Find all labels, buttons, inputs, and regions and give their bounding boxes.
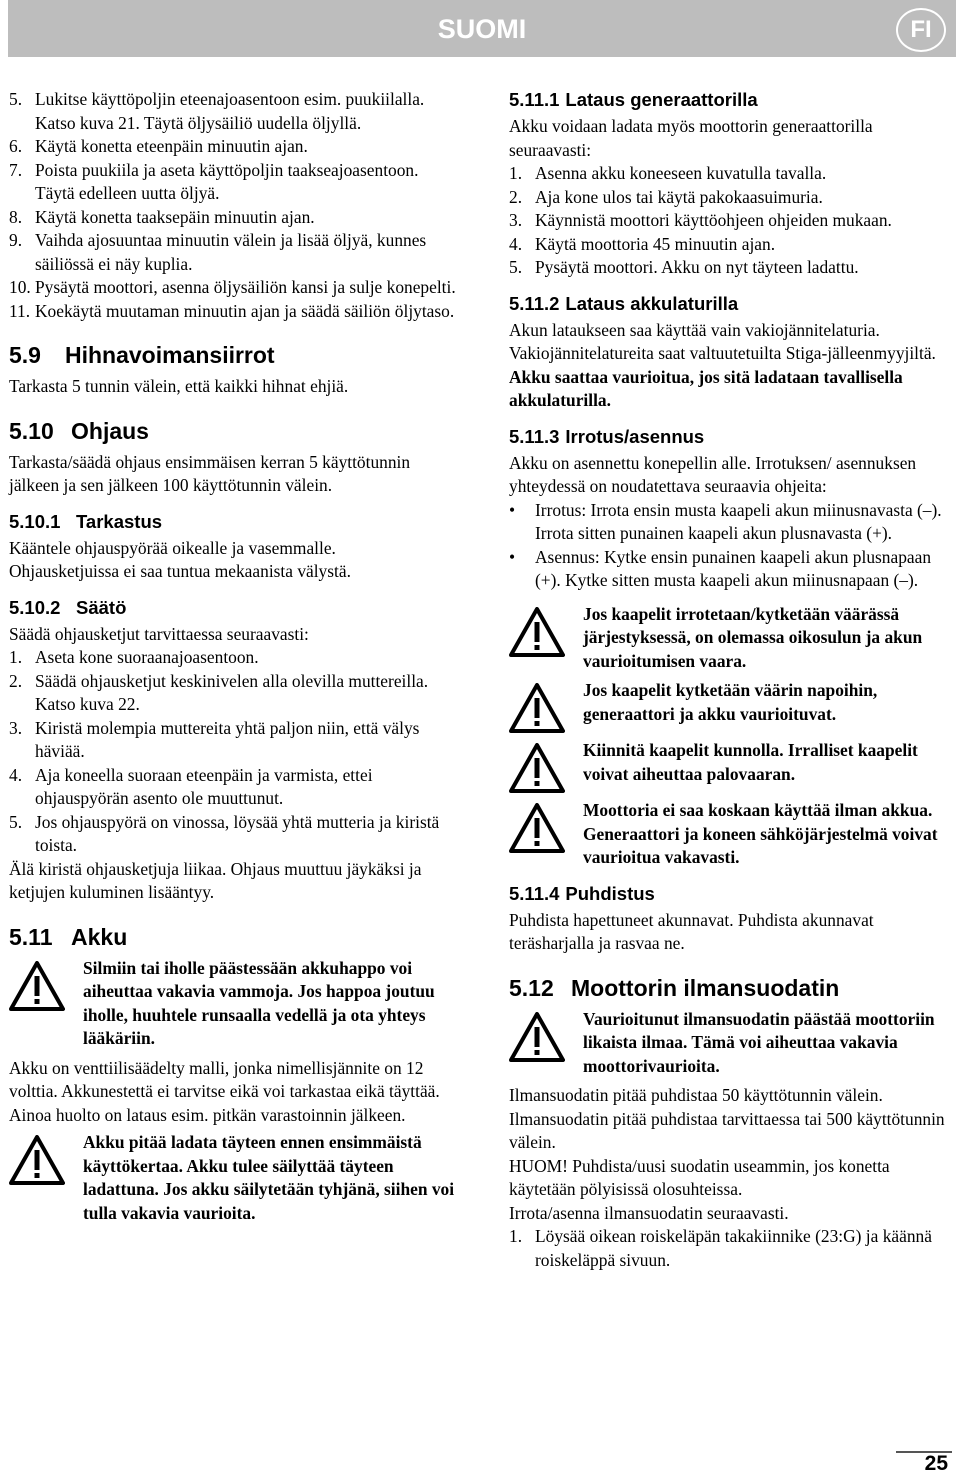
step-item: 3. Käynnistä moottori käyttöohjeen ohjeiden mukaan. [509, 210, 892, 230]
step-item: 1. Asenna akku koneeseen kuvatulla tavalla. [509, 163, 827, 183]
steering-adjust-steps [9, 646, 456, 858]
paragraph: Akku on asennettu konepellin alle. Irrotuksen/ asennuksen yhteydessä on noudatettava seuraavia ohjeita: [509, 452, 917, 496]
step-item: 6. Käytä konetta eteenpäin minuutin ajan. [9, 136, 308, 156]
paragraph: Kääntele ohjauspyörää oikealle ja vasemmalle. [9, 537, 336, 558]
step-item: 5. Pysäytä moottori. Akku on nyt täyteen ladattu. [509, 257, 859, 277]
bold-notice: Akku saattaa vaurioitua, jos sitä ladataan tavallisella akkulaturilla. [509, 366, 903, 410]
step-item: 11. Koekäytä muutaman minuutin ajan ja säädä säiliön öljytaso. [9, 300, 455, 321]
section-heading-5-12: 5.12 Moottorin ilmansuodatin [509, 974, 840, 1001]
warning-block [9, 957, 456, 1051]
warning-block [9, 1131, 456, 1225]
section-heading-5-11-1: 5.11.1 Lataus generaattorilla [509, 89, 758, 110]
paragraph: Akku on venttiilisäädelty malli, jonka nimellisjännite on 12 volttia. Akkunestettä ei tarvitse eikä voi tarkastaa eikä täyttää. Ainoa huolto on lataus esim. pitkän varastoinnin jälkeen. [9, 1057, 440, 1125]
paragraph: Puhdista hapettuneet akunnavat. Puhdista akunnavat teräsharjalla ja rasvaa ne. [509, 909, 874, 953]
generator-charge-steps [509, 162, 956, 280]
warning-triangle-icon [9, 1131, 83, 1225]
step-item: 4. Käytä moottoria 45 minuutin ajan. [509, 233, 776, 254]
oil-fill-steps [9, 88, 456, 323]
step-item: 5. Jos ohjauspyörä on vinossa, löysää yhtä mutteria ja kiristä toista. [9, 811, 440, 855]
warning-triangle-icon [509, 799, 583, 870]
paragraph: Ohjausketjuissa ei saa tuntua mekaanista välystä. [9, 561, 351, 581]
warning-block [509, 679, 956, 733]
paragraph: Irrota/asenna ilmansuodatin seuraavasti. [509, 1202, 789, 1223]
warning-block [509, 1008, 956, 1079]
paragraph: Ilmansuodatin pitää puhdistaa 50 käyttötunnin välein. Ilmansuodatin pitää puhdistaa tarvittaessa tai 500 käyttötunnin välein. [509, 1085, 945, 1152]
warning-text: Jos kaapelit irrotetaan/kytketään väärässä järjestyksessä, on olemassa oikosulun ja akun vaurioitumisen vaara. [583, 603, 923, 671]
section-heading-5-10-2: 5.10.2 Säätö [9, 596, 127, 618]
language-badge: FI [896, 8, 946, 52]
paragraph: Säädä ohjausketjut tarvittaessa seuraavasti: [9, 623, 309, 644]
warning-triangle-icon [509, 739, 583, 793]
paragraph: Akun lataukseen saa käyttää vain vakiojännitelaturia. [509, 319, 880, 340]
step-item: 2. Säädä ohjausketjut keskinivelen alla olevilla muttereilla. Katso kuva 22. [9, 670, 429, 714]
warning-triangle-icon [509, 679, 583, 733]
warning-triangle-icon [509, 1008, 583, 1079]
step-item: 1. Löysää oikean roiskeläpän takakiinnike (23:G) ja käännä roiskeläppä sivuun. [509, 1226, 932, 1270]
left-column [9, 88, 456, 1231]
section-heading-5-9: 5.9 Hihnavoimansiirrot [9, 342, 275, 368]
step-item: 7. Poista puukiila ja aseta käyttöpoljin taakseajoasentoon. Täytä edelleen uutta öljyä. [9, 159, 419, 203]
language-title: SUOMI [437, 14, 527, 44]
step-item: 4. Aja koneella suoraan eteenpäin ja varmista, ettei ohjauspyörän asento ole muuttunut. [9, 764, 373, 808]
step-item: 5. Lukitse käyttöpoljin eteenajoasentoon esim. puukiilalla. Katso kuva 21. Täytä öljysäiliö uudella öljyllä. [9, 89, 425, 133]
step-item: 2. Aja kone ulos tai käytä pakokaasuimuria. [509, 186, 823, 207]
section-heading-5-11-3: 5.11.3 Irrotus/asennus [509, 425, 705, 447]
right-column [509, 88, 956, 1272]
paragraph: Tarkasta 5 tunnin välein, että kaikki hihnat ehjiä. [9, 376, 349, 396]
page-header [8, 0, 956, 57]
step-item: 9. Vaihda ajosuuntaa minuutin välein ja lisää öljyä, kunnes säiliössä ei näy kuplia. [9, 230, 427, 274]
warning-text: Jos kaapelit kytketään väärin napoihin, generaattori ja akku vaurioituvat. [583, 680, 878, 724]
warning-text: Akku pitää ladata täyteen ennen ensimmäistä käyttökertaa. Akku tulee säilyttää täyteen ladattuna. Jos akku säilytetään tyhjänä, siihen voi tulla vakavia vaurioita. [83, 1132, 455, 1223]
warning-text: Silmiin tai iholle päästessään akkuhappo voi aiheuttaa vakavia vammoja. Jos happoa joutuu iholle, huuhtele runsaalla vedellä ja ota yhteys lääkäriin. [83, 957, 435, 1048]
step-item: 3. Kiristä molempia muttereita yhtä paljon niin, että välys häviää. [9, 717, 420, 761]
section-heading-5-10: 5.10 Ohjaus [9, 417, 149, 444]
page-number: 25 [924, 1452, 948, 1475]
bullet-item: • Irrotus: Irrota ensin musta kaapeli akun miinusnavasta (–). Irrota sitten punainen kaapeli akun plusnavasta (+). [509, 499, 942, 543]
step-item: 10. Pysäytä moottori, asenna öljysäiliön kansi ja sulje konepelti. [9, 277, 456, 297]
warning-block [509, 799, 956, 870]
warning-text: Moottoria ei saa koskaan käyttää ilman akkua. Generaattori ja koneen sähköjärjestelmä voivat vaurioitua vakavasti. [583, 800, 938, 867]
section-heading-5-11-4: 5.11.4 Puhdistus [509, 882, 655, 904]
warning-triangle-icon [509, 603, 583, 674]
step-item: 8. Käytä konetta taaksepäin minuutin ajan. [9, 206, 315, 227]
section-heading-5-11: 5.11 Akku [9, 923, 128, 950]
warning-triangle-icon [9, 957, 83, 1051]
paragraph: Akku voidaan ladata myös moottorin generaattorilla seuraavasti: [509, 116, 873, 160]
paragraph: Älä kiristä ohjausketjuja liikaa. Ohjaus muuttuu jäykäksi ja ketjujen kuluminen lisääntyy. [9, 858, 422, 902]
paragraph: HUOM! Puhdista/uusi suodatin useammin, jos konetta käytetään pölyisissä olosuhteissa. [509, 1155, 890, 1199]
paragraph: Vakiojännitelatureita saat valtuutetuilta Stiga-jälleenmyyjiltä. [509, 343, 936, 363]
section-heading-5-10-1: 5.10.1 Tarkastus [9, 510, 163, 532]
warning-block [509, 739, 956, 793]
bullet-item: • Asennus: Kytke ensin punainen kaapeli akun plusnapaan (+). Kytke sitten musta kaapeli akun miinusnapaan (–). [509, 546, 932, 590]
warning-text: Kiinnitä kaapelit kunnolla. Irralliset kaapelit voivat aiheuttaa palovaaran. [583, 740, 918, 784]
step-item: 1. Aseta kone suoraanajoasentoon. [9, 647, 259, 667]
paragraph: Tarkasta/säädä ohjaus ensimmäisen kerran 5 käyttötunnin jälkeen ja sen jälkeen 100 käyttötunnin välein. [9, 451, 411, 495]
section-heading-5-11-2: 5.11.2 Lataus akkulaturilla [509, 292, 739, 314]
warning-block [509, 603, 956, 674]
warning-text: Vaurioitunut ilmansuodatin päästää moottoriin likaista ilmaa. Tämä voi aiheuttaa vakavia moottorivaurioita. [583, 1008, 935, 1076]
